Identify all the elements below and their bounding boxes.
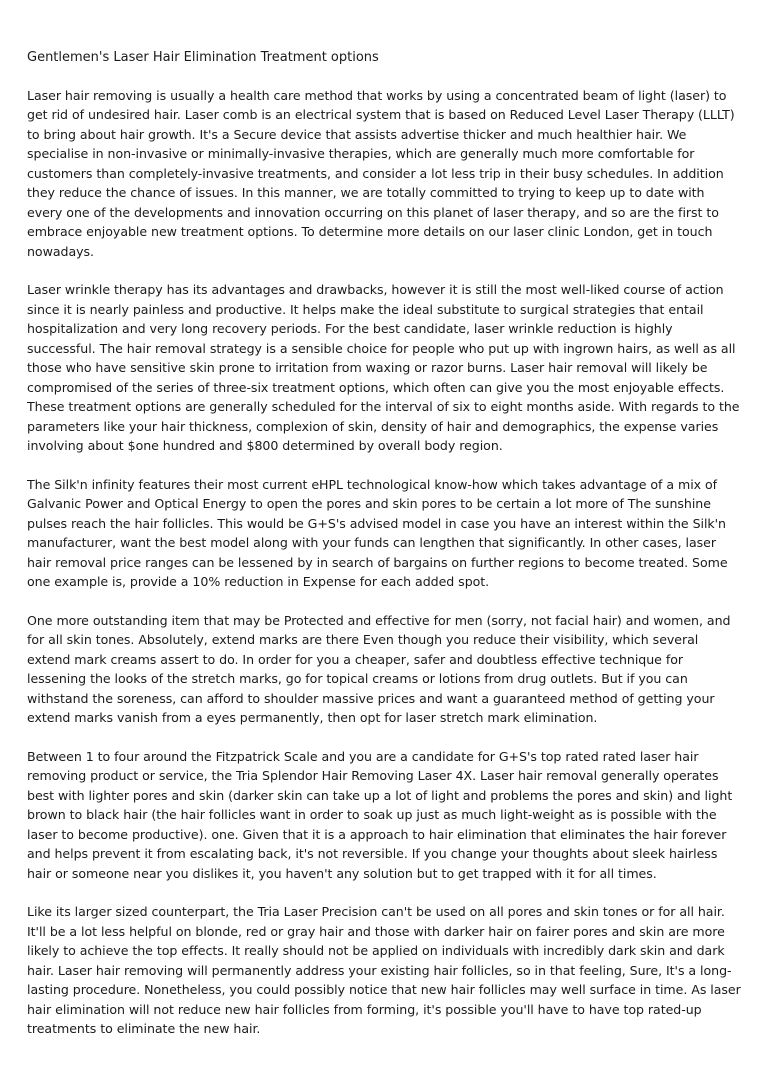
paragraph-5: Between 1 to four around the Fitzpatrick Scale and you are a candidate for G+S's top rated rated laser hair removing product or service, the Tria Splendor Hair Removing Laser 4X. Laser hair removal generally operates best with lighter pores and skin (darker skin can take up a lot of light and problems the pores and skin) and light brown to black hair (the hair follicles want in order to soak up just as much light-weight as is possible with the laser to become productive). one. Given that it is a approach to hair elimination that eliminates the hair forever and helps prevent it from escalating back, it's not reversible. If you change your thoughts about sleek hairless hair or someone near you dislikes it, you haven't any solution but to get trapped with it for all times. — [27, 748, 733, 881]
document-title: Gentlemen's Laser Hair Elimination Treatment options — [27, 50, 379, 65]
paragraph-4: One more outstanding item that may be Protected and effective for men (sorry, not facial hair) and women, and for all skin tones. Absolutely, extend marks are there Even though you reduce their visibility, which several extend mark creams assert to do. In order for you a cheaper, safer and doubtless effective technique for lessening the looks of the stretch marks, go for topical creams or lotions from drug outlets. But if you can withstand the soreness, can afford to shoulder massive prices and want a guaranteed method of getting your extend marks vanish from a eyes permanently, then opt for laser stretch mark elimination. — [27, 612, 731, 725]
paragraph-1: Laser hair removing is usually a health care method that works by using a concentrated beam of light (laser) to get rid of undesired hair. Laser comb is an electrical system that is based on Reduced Level Laser Therapy (LLLT) to bring about hair growth. It's a Secure device that assists advertise thicker and much healthier hair. We specialise in non-invasive or minimally-invasive therapies, which are generally much more comfortable for customers than completely-invasive treatments, and consider a lot less trip in their busy schedules. In addition they reduce the chance of issues. In this manner, we are totally committed to trying to keep up to date with every one of the developments and innovation occurring on this planet of laser therapy, and so are the first to embrace enjoyable new treatment options. To determine more details on our laser clinic London, get in touch nowadays. — [27, 87, 735, 259]
document-page — [27, 48, 743, 1058]
paragraph-3: The Silk'n infinity features their most current eHPL technological know-how which takes advantage of a mix of Galvanic Power and Optical Energy to open the pores and skin pores to be certain a lot more of The sunshine pulses reach the hair follicles. This would be G+S's advised model in case you have an interest within the Silk'n manufacturer, want the best model along with your funds can lengthen that significantly. In other cases, laser hair removal price ranges can be lessened by in search of bargains on further regions to become treated. Some one example is, provide a 10% reduction in Expense for each added spot. — [27, 476, 728, 589]
paragraph-2: Laser wrinkle therapy has its advantages and drawbacks, however it is still the most well-liked course of action since it is nearly painless and productive. It helps make the ideal substitute to surgical strategies that entail hospitalization and very long recovery periods. For the best candidate, laser wrinkle reduction is highly successful. The hair removal strategy is a sensible choice for people who put up with ingrown hairs, as well as all those who have sensitive skin prone to irritation from waxing or razor burns. Laser hair removal will likely be compromised of the series of three-six treatment options, which often can give you the most enjoyable effects. These treatment options are generally scheduled for the interval of six to eight months aside. With regards to the parameters like your hair thickness, complexion of skin, density of hair and demographics, the expense varies involving about $one hundred and $800 determined by overall body region. — [27, 282, 740, 453]
paragraph-6: Like its larger sized counterpart, the Tria Laser Precision can't be used on all pores and skin tones or for all hair. It'll be a lot less helpful on blonde, red or gray hair and those with darker hair on fairer pores and skin are more likely to achieve the top effects. It really should not be applied on individuals with incredibly dark skin and dark hair. Laser hair removing will permanently address your existing hair follicles, so in that feeling, Sure, It's a long-lasting procedure. Nonetheless, you could possibly notice that new hair follicles may well surface in time. As laser hair elimination will not reduce new hair follicles from forming, it's possible you'll have to have top rated-up treatments to eliminate the new hair. — [27, 904, 741, 1036]
